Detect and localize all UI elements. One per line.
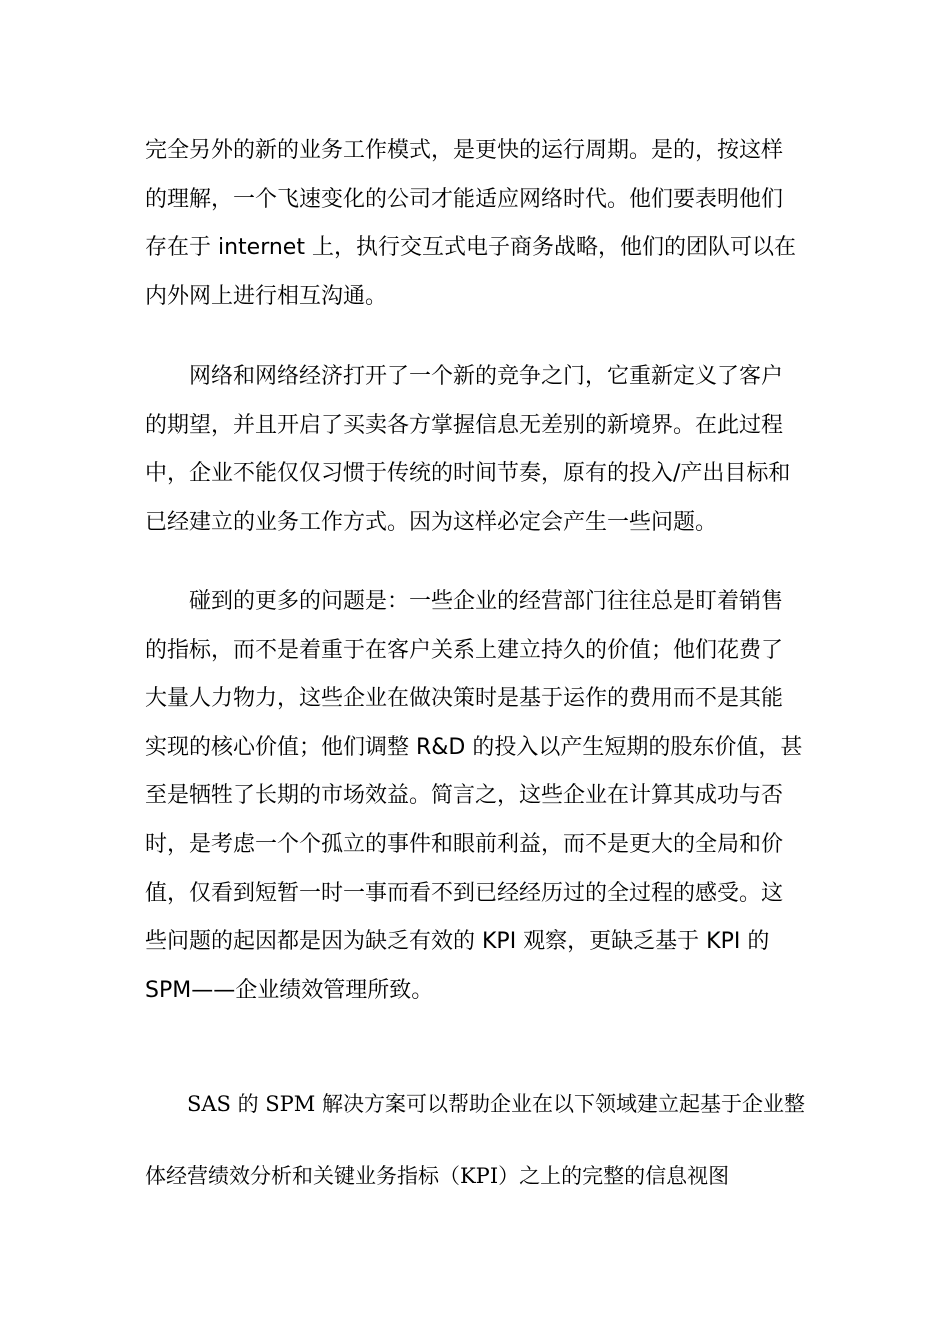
- text-line: 至是牺牲了长期的市场效益。简言之，这些企业在计算其成功与否: [145, 783, 784, 809]
- text-line: 内外网上进行相互沟通。: [145, 283, 388, 309]
- text-line: 已经建立的业务工作方式。因为这样必定会产生一些问题。: [145, 509, 718, 535]
- text-line: 值，仅看到短暂一时一事而看不到已经经历过的全过程的感受。这: [145, 880, 784, 906]
- text-line: 的期望，并且开启了买卖各方掌握信息无差别的新境界。在此过程: [145, 412, 784, 438]
- text-line: 大量人力物力，这些企业在做决策时是基于运作的费用而不是其能: [145, 686, 784, 712]
- text-line: SAS 的 SPM 解决方案可以帮助企业在以下领域建立起基于企业整: [145, 1092, 805, 1116]
- paragraph-3: [145, 578, 805, 1015]
- text-line: 网络和网络经济打开了一个新的竞争之门，它重新定义了客户: [145, 364, 784, 389]
- text-line: 存在于 internet 上，执行交互式电子商务战略，他们的团队可以在: [145, 235, 796, 261]
- text-line: SPM——企业绩效管理所致。: [145, 977, 434, 1003]
- paragraph-1: [145, 127, 805, 321]
- paragraph-2: [145, 353, 805, 547]
- paragraph-4: [145, 1068, 805, 1212]
- text-line: 中，企业不能仅仅习惯于传统的时间节奏，原有的投入/产出目标和: [145, 461, 791, 487]
- text-line: 碰到的更多的问题是：一些企业的经营部门往往总是盯着销售: [145, 589, 784, 614]
- text-line: 体经营绩效分析和关键业务指标（KPI）之上的完整的信息视图: [145, 1164, 730, 1188]
- text-line: 些问题的起因都是因为缺乏有效的 KPI 观察，更缺乏基于 KPI 的: [145, 929, 770, 955]
- text-line: 完全另外的新的业务工作模式，是更快的运行周期。是的，按这样: [145, 138, 784, 163]
- text-line: 的理解，一个飞速变化的公司才能适应网络时代。他们要表明他们: [145, 186, 784, 212]
- text-line: 的指标，而不是着重于在客户关系上建立持久的价值；他们花费了: [145, 637, 784, 663]
- text-line: 时，是考虑一个个孤立的事件和眼前利益，而不是更大的全局和价: [145, 831, 784, 857]
- text-line: 实现的核心价值；他们调整 R&D 的投入以产生短期的股东价值，甚: [145, 734, 803, 760]
